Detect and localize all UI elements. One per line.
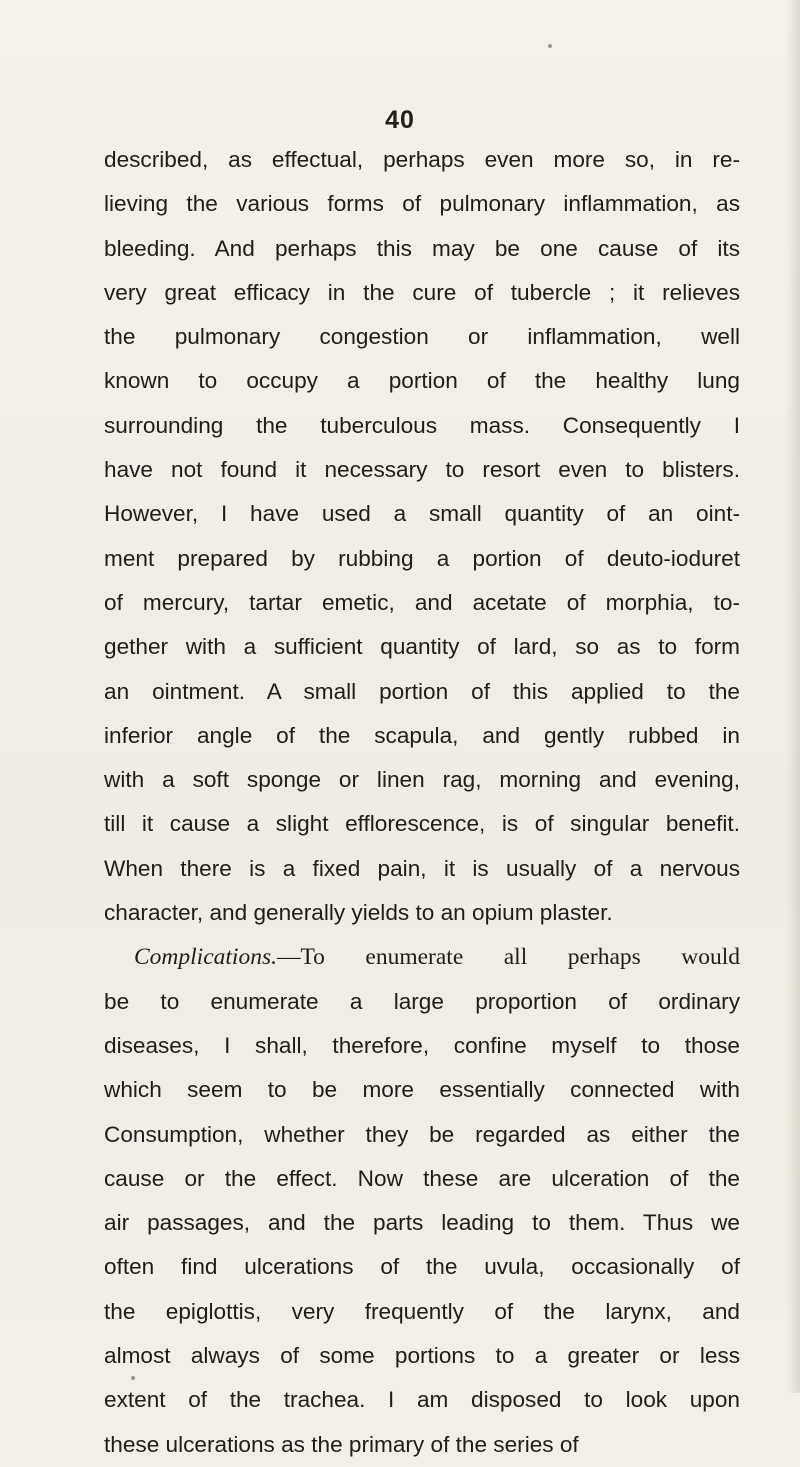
- text-line-heading: [104, 935, 740, 979]
- text-line: extent of the trachea. I am disposed to look upon: [104, 1387, 740, 1413]
- text-line: ment prepared by rubbing a portion of deuto-ioduret: [104, 545, 740, 571]
- text-line: of mercury, tartar emetic, and acetate of morphia, to-: [104, 589, 740, 615]
- text-line: an ointment. A small portion of this applied to the: [104, 678, 740, 704]
- text-line: air passages, and the parts leading to them. Thus we: [104, 1210, 740, 1236]
- text-line: very great efficacy in the cure of tubercle ; it relieves: [104, 279, 740, 305]
- paper-speck: [131, 1376, 135, 1380]
- text-line: diseases, I shall, therefore, confine myself to those: [104, 1032, 740, 1058]
- text-line: which seem to be more essentially connected with: [104, 1077, 740, 1103]
- text-line: often find ulcerations of the uvula, occasionally of: [104, 1254, 740, 1280]
- text-line: lieving the various forms of pulmonary inflammation, as: [104, 191, 740, 217]
- text-line: Consumption, whether they be regarded as either the: [104, 1121, 740, 1147]
- text-line: character, and generally yields to an opium plaster.: [104, 900, 613, 926]
- text-line: the pulmonary congestion or inflammation, well: [104, 324, 740, 350]
- text-line: these ulcerations as the primary of the series of: [104, 1431, 579, 1457]
- page-number: 40: [385, 106, 415, 134]
- paragraph-1: [104, 138, 740, 935]
- text-line: inferior angle of the scapula, and gently rubbed in: [104, 722, 740, 748]
- text-line: have not found it necessary to resort even to blisters.: [104, 457, 740, 483]
- text-line: till it cause a slight efflorescence, is of singular benefit.: [104, 811, 740, 837]
- heading-line-rest: —To enumerate all perhaps would: [276, 944, 740, 971]
- text-line: bleeding. And perhaps this may be one cause of its: [104, 235, 740, 261]
- text-line: When there is a fixed pain, it is usually of a nervous: [104, 855, 740, 881]
- text-line: known to occupy a portion of the healthy lung: [104, 368, 740, 394]
- page-edge-shadow: [786, 0, 800, 1393]
- text-line: with a soft sponge or linen rag, morning and evening,: [104, 767, 740, 793]
- body-text: [104, 138, 740, 1467]
- text-line: the epiglottis, very frequently of the larynx, and: [104, 1298, 740, 1324]
- text-line: be to enumerate a large proportion of ordinary: [104, 988, 740, 1014]
- text-line: surrounding the tuberculous mass. Consequently I: [104, 412, 740, 438]
- paragraph-2: [104, 935, 740, 1467]
- section-heading: Complications.: [134, 944, 277, 971]
- text-line: almost always of some portions to a greater or less: [104, 1343, 740, 1369]
- text-line: gether with a sufficient quantity of lard, so as to form: [104, 634, 740, 660]
- text-line: However, I have used a small quantity of an oint-: [104, 501, 740, 527]
- text-line: cause or the effect. Now these are ulceration of the: [104, 1165, 740, 1191]
- text-line: described, as effectual, perhaps even more so, in re-: [104, 147, 740, 172]
- paper-speck: [548, 44, 552, 48]
